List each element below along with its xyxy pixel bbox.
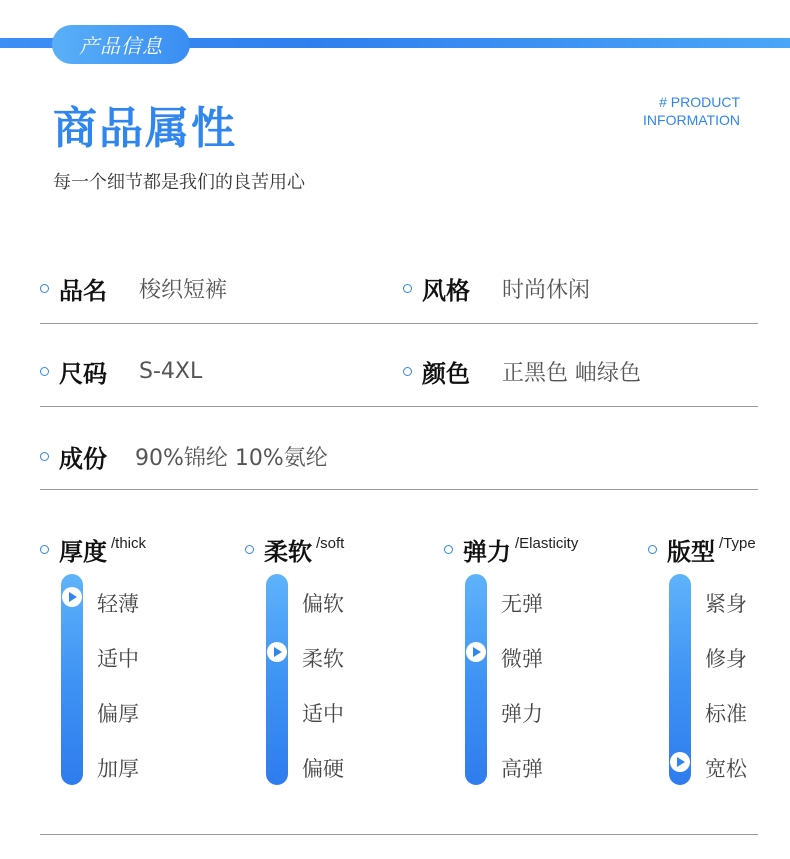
scale-option: 宽松 bbox=[705, 757, 747, 781]
selected-marker-icon bbox=[670, 752, 690, 772]
bullet-icon bbox=[40, 284, 49, 293]
scale-option: 标准 bbox=[705, 702, 747, 726]
section-tab bbox=[52, 25, 190, 64]
bullet-icon bbox=[403, 367, 412, 376]
scale-softness-track bbox=[266, 574, 288, 785]
scale-softness-title: 柔软 bbox=[264, 538, 312, 566]
attr-style bbox=[403, 258, 590, 318]
attr-name-label: 品名 bbox=[59, 276, 107, 305]
bullet-icon bbox=[40, 545, 49, 554]
scale-elasticity-track bbox=[465, 574, 487, 785]
attr-style-label: 风格 bbox=[422, 276, 470, 305]
divider bbox=[40, 323, 758, 324]
divider bbox=[40, 489, 758, 490]
scale-elasticity-title: 弹力 bbox=[463, 538, 511, 566]
scale-softness-head bbox=[245, 532, 344, 567]
attr-size-label: 尺码 bbox=[59, 359, 107, 388]
scale-option: 弹力 bbox=[501, 702, 543, 726]
english-tag-line2: INFORMATION bbox=[643, 112, 740, 128]
page-subtitle: 每一个细节都是我们的良苦用心 bbox=[53, 172, 305, 193]
scale-fit bbox=[648, 532, 788, 802]
attr-material-value: 90%锦纶 10%氨纶 bbox=[135, 445, 328, 471]
scale-thickness-head bbox=[40, 532, 146, 567]
scale-option: 偏硬 bbox=[302, 757, 344, 781]
attr-material bbox=[40, 426, 328, 486]
scale-softness-sub: /soft bbox=[316, 535, 345, 552]
scale-option: 加厚 bbox=[97, 757, 139, 781]
scale-option: 偏软 bbox=[302, 592, 344, 616]
selected-marker-icon bbox=[62, 587, 82, 607]
english-tag-line1: # PRODUCT bbox=[659, 94, 740, 110]
scale-fit-title: 版型 bbox=[667, 538, 715, 566]
attr-color bbox=[403, 341, 641, 401]
scale-option: 偏厚 bbox=[97, 702, 139, 726]
attr-style-value: 时尚休闲 bbox=[502, 277, 591, 303]
scale-option: 柔软 bbox=[302, 647, 344, 671]
scale-softness bbox=[245, 532, 435, 802]
scale-thickness bbox=[40, 532, 230, 802]
scale-fit-head bbox=[648, 532, 756, 567]
attr-name bbox=[40, 258, 227, 318]
attr-row-1 bbox=[40, 258, 758, 324]
bullet-icon bbox=[40, 452, 49, 461]
scale-elasticity-head bbox=[444, 532, 578, 567]
bullet-icon bbox=[40, 367, 49, 376]
scale-option: 适中 bbox=[302, 702, 344, 726]
english-tag bbox=[643, 93, 740, 129]
scale-option: 微弹 bbox=[501, 647, 543, 671]
attr-material-label: 成份 bbox=[59, 444, 107, 473]
divider bbox=[40, 406, 758, 407]
scale-option: 轻薄 bbox=[97, 592, 139, 616]
scale-fit-sub: /Type bbox=[719, 535, 756, 552]
attr-size bbox=[40, 341, 202, 401]
scale-elasticity bbox=[444, 532, 634, 802]
attr-color-value: 正黑色 岫绿色 bbox=[502, 360, 641, 386]
scale-option: 修身 bbox=[705, 647, 747, 671]
attr-row-2 bbox=[40, 341, 758, 407]
attr-row-3 bbox=[40, 426, 758, 490]
bottom-divider bbox=[40, 834, 758, 835]
bullet-icon bbox=[648, 545, 657, 554]
scale-option: 紧身 bbox=[705, 592, 747, 616]
attr-size-value: S-4XL bbox=[139, 358, 203, 384]
scale-thickness-sub: /thick bbox=[111, 535, 147, 552]
bullet-icon bbox=[245, 545, 254, 554]
section-tab-label: 产品信息 bbox=[79, 34, 163, 58]
scale-elasticity-sub: /Elasticity bbox=[515, 535, 579, 552]
bullet-icon bbox=[403, 284, 412, 293]
selected-marker-icon bbox=[466, 642, 486, 662]
scale-option: 无弹 bbox=[501, 592, 543, 616]
selected-marker-icon bbox=[267, 642, 287, 662]
scale-option: 高弹 bbox=[501, 757, 543, 781]
scale-thickness-title: 厚度 bbox=[59, 538, 107, 566]
scale-option: 适中 bbox=[97, 647, 139, 671]
page-title: 商品属性 bbox=[53, 103, 237, 154]
attr-color-label: 颜色 bbox=[422, 359, 470, 388]
bullet-icon bbox=[444, 545, 453, 554]
attr-name-value: 梭织短裤 bbox=[139, 277, 228, 303]
